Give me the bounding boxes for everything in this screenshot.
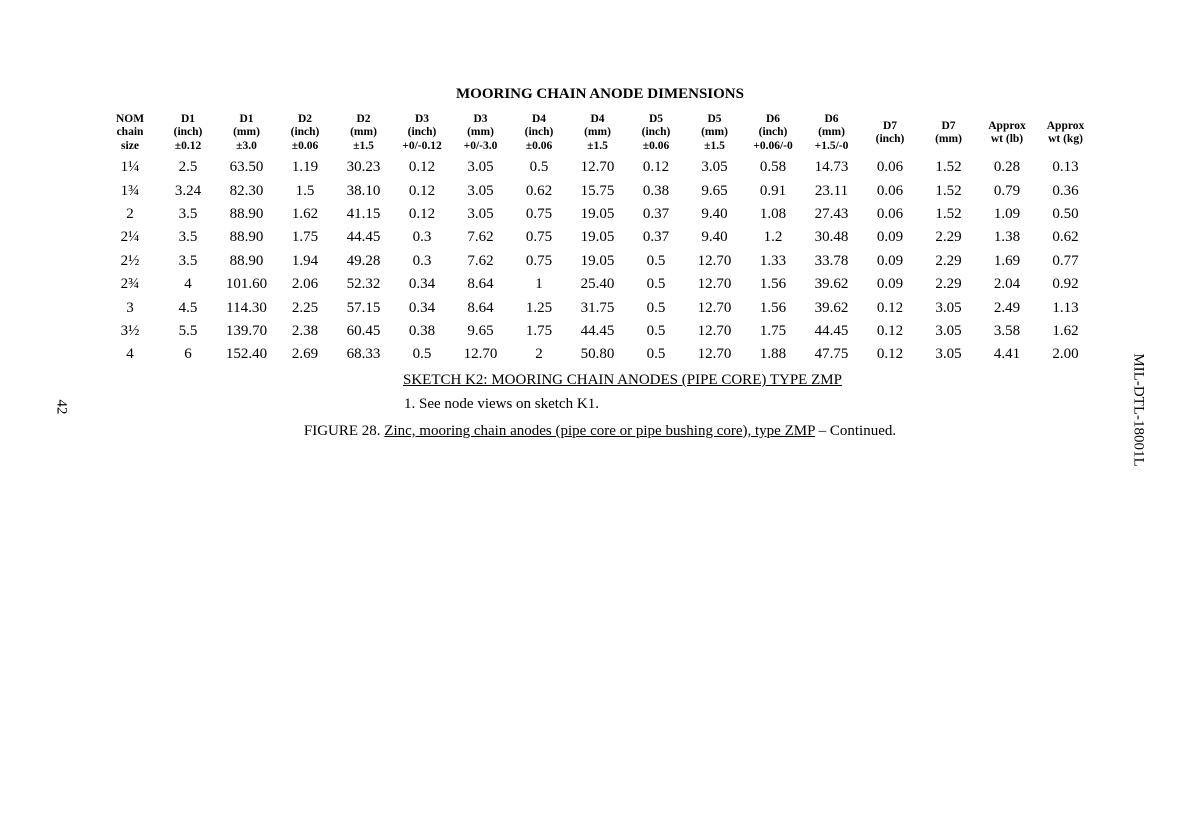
column-header-line: D5: [707, 112, 722, 125]
table-cell: 5.5: [178, 322, 198, 339]
table-cell: 2.29: [935, 276, 962, 293]
table-cell: 1.52: [935, 205, 962, 222]
table-cell: 0.5: [646, 276, 666, 293]
table-cell: 0.50: [1052, 205, 1079, 222]
table-cell: 1.94: [291, 252, 319, 269]
table-cell: 8.64: [467, 276, 494, 293]
table-cell: 39.62: [814, 276, 849, 293]
column-header-line: (inch): [875, 133, 905, 145]
table-cell: 2.69: [291, 346, 319, 363]
table-cell: 12.70: [697, 322, 732, 339]
table-cell: 68.33: [346, 346, 381, 363]
table-cell: 0.3: [412, 229, 432, 246]
table-cell: 0.12: [408, 182, 436, 199]
column-header: [334, 110, 393, 156]
column-header-line: ±1.5: [587, 139, 608, 152]
column-header-line: +0.06/-0: [753, 139, 793, 152]
table-cell: 0.12: [876, 299, 904, 316]
table-cell: 3.05: [935, 322, 962, 339]
chain-size-cell: 1¼: [120, 159, 140, 176]
table-cell: 0.58: [759, 159, 787, 176]
table-cell: 0.5: [646, 299, 666, 316]
table-cell: 0.92: [1052, 276, 1079, 293]
table-cell: 139.70: [225, 322, 268, 339]
table-cell: 30.48: [814, 229, 849, 246]
table-cell: 1.62: [291, 205, 319, 222]
column-header-line: (mm): [935, 133, 962, 145]
column-header-line: (mm): [818, 126, 845, 139]
column-header: [685, 110, 744, 156]
table-cell: 3.05: [935, 346, 962, 363]
column-header: [451, 110, 510, 156]
table-cell: 0.09: [876, 276, 904, 293]
column-header-line: (mm): [701, 126, 728, 139]
column-header-line: Approx: [1046, 119, 1085, 132]
column-header: [861, 110, 919, 156]
column-header-line: D3: [473, 112, 488, 125]
table-row: [101, 320, 1095, 343]
table-cell: 0.28: [993, 159, 1021, 176]
table-cell: 3.05: [467, 159, 494, 176]
table-cell: 0.3: [412, 252, 432, 269]
table-cell: 1.13: [1052, 299, 1079, 316]
chain-size-cell: 1¾: [120, 182, 140, 199]
column-header-line: (mm): [233, 126, 260, 139]
column-header: [627, 110, 685, 156]
table-cell: 0.12: [642, 159, 670, 176]
table-cell: 27.43: [814, 205, 849, 222]
figure-caption: [0, 423, 1200, 440]
table-cell: 0.38: [642, 182, 670, 199]
table-cell: 0.37: [642, 205, 670, 222]
table-cell: 3.05: [935, 299, 962, 316]
table-cell: 9.65: [467, 322, 494, 339]
table-cell: 15.75: [580, 182, 615, 199]
figure-caption-suffix: – Continued.: [814, 423, 897, 439]
column-header-line: (inch): [290, 126, 320, 139]
table-cell: 49.28: [346, 252, 381, 269]
chain-size-cell: 2½: [120, 252, 140, 269]
table-cell: 47.75: [814, 346, 849, 363]
table-cell: 1: [535, 276, 543, 293]
table-cell: 2.00: [1052, 346, 1079, 363]
table-cell: 0.06: [876, 182, 904, 199]
table-cell: 2.06: [291, 276, 319, 293]
table-cell: 39.62: [814, 299, 849, 316]
table-cell: 50.80: [580, 346, 615, 363]
table-cell: 82.30: [229, 182, 264, 199]
chain-size-cell: 2¼: [120, 229, 140, 246]
table-cell: 7.62: [467, 252, 494, 269]
chain-size-cell: 3: [126, 299, 134, 316]
table-cell: 88.90: [229, 229, 264, 246]
table-cell: 0.06: [876, 205, 904, 222]
table-cell: 12.70: [580, 159, 615, 176]
column-header-line: D2: [356, 112, 371, 125]
column-header-line: D5: [648, 112, 664, 125]
sketch-caption: SKETCH K2: MOORING CHAIN ANODES (PIPE CORE) TYPE ZMP: [403, 372, 842, 388]
column-header: [510, 110, 568, 156]
table-cell: 1.25: [525, 299, 553, 316]
table-cell: 0.12: [876, 346, 904, 363]
table-cell: 12.70: [697, 299, 732, 316]
table-cell: 0.37: [642, 229, 670, 246]
column-header-line: NOM: [115, 112, 145, 125]
column-header: [393, 110, 451, 156]
column-header: [978, 110, 1036, 156]
table-cell: 101.60: [225, 276, 268, 293]
table-row: [101, 296, 1095, 319]
column-header-line: (mm): [584, 126, 611, 139]
table-row: [101, 179, 1095, 202]
table-cell: 3.05: [701, 159, 728, 176]
column-header: [802, 110, 861, 156]
column-header-line: (inch): [641, 126, 671, 139]
table-cell: 0.77: [1052, 252, 1079, 269]
column-header-line: (mm): [350, 126, 377, 139]
column-header: [217, 110, 276, 156]
table-cell: 44.45: [814, 322, 849, 339]
table-cell: 41.15: [346, 205, 381, 222]
table-cell: 3.05: [467, 205, 494, 222]
table-cell: 38.10: [346, 182, 381, 199]
table-cell: 0.06: [876, 159, 904, 176]
table-cell: 2.38: [291, 322, 319, 339]
column-header-line: ±0.06: [642, 139, 670, 152]
column-header-line: Approx: [988, 119, 1026, 132]
column-header-line: ±3.0: [236, 139, 257, 152]
column-header-line: D6: [824, 112, 839, 125]
column-header-line: (mm): [467, 126, 494, 139]
table-cell: 88.90: [229, 252, 264, 269]
column-header-line: (inch): [524, 126, 554, 139]
table-row: [101, 203, 1095, 226]
column-header-line: D7: [941, 119, 956, 132]
column-header-line: (inch): [407, 126, 437, 139]
column-header-line: ±0.06: [291, 139, 319, 152]
table-cell: 0.5: [646, 346, 666, 363]
table-cell: 0.5: [646, 322, 666, 339]
table-cell: 30.23: [346, 159, 381, 176]
chain-size-cell: 4: [126, 346, 134, 363]
table-row: [101, 226, 1095, 249]
column-header-line: D1: [239, 112, 254, 125]
table-cell: 23.11: [814, 182, 849, 199]
table-cell: 0.34: [408, 276, 436, 293]
table-row: [101, 156, 1095, 179]
table-cell: 57.15: [346, 299, 381, 316]
table-cell: 6: [184, 346, 192, 363]
table-cell: 0.12: [408, 159, 436, 176]
column-header-line: ±1.5: [704, 139, 725, 152]
column-header-line: ±0.06: [525, 139, 553, 152]
column-header-line: D4: [590, 112, 605, 125]
table-cell: 2.29: [935, 229, 962, 246]
table-cell: 0.5: [646, 252, 666, 269]
table-body: [101, 156, 1095, 367]
column-header-line: D2: [297, 112, 313, 125]
column-header-line: (inch): [758, 126, 788, 139]
table-cell: 0.75: [525, 229, 553, 246]
chain-size-cell: 2¾: [120, 276, 140, 293]
table-cell: 1.52: [935, 159, 962, 176]
table-cell: 1.08: [759, 205, 787, 222]
table-cell: 88.90: [229, 205, 264, 222]
table-cell: 1.75: [759, 322, 787, 339]
column-header-line: D3: [414, 112, 430, 125]
table-cell: 0.09: [876, 252, 904, 269]
column-header-line: D1: [180, 112, 196, 125]
table-cell: 2.49: [993, 299, 1021, 316]
column-header-line: wt (kg): [1048, 133, 1083, 145]
table-cell: 3.5: [178, 205, 198, 222]
table-cell: 9.40: [701, 229, 728, 246]
table-cell: 1.09: [993, 205, 1021, 222]
table-cell: 0.79: [993, 182, 1021, 199]
table-row: [101, 273, 1095, 296]
table-cell: 2.25: [291, 299, 319, 316]
header-row: [101, 110, 1095, 156]
column-header-line: +1.5/-0: [814, 139, 849, 152]
table-cell: 3.05: [467, 182, 494, 199]
column-header-line: +0/-0.12: [402, 139, 442, 152]
table-row: [101, 343, 1095, 366]
table-cell: 19.05: [580, 252, 615, 269]
table-cell: 60.45: [346, 322, 381, 339]
table-cell: 12.70: [463, 346, 498, 363]
table-cell: 9.65: [701, 182, 728, 199]
table-cell: 0.5: [529, 159, 549, 176]
table-cell: 12.70: [697, 252, 732, 269]
column-header-line: ±1.5: [353, 139, 374, 152]
column-header: [919, 110, 978, 156]
table-cell: 0.75: [525, 252, 553, 269]
column-header-line: wt (lb): [990, 133, 1024, 145]
column-header-line: chain: [116, 126, 144, 139]
table-cell: 19.05: [580, 229, 615, 246]
table-cell: 0.75: [525, 205, 553, 222]
table-cell: 0.09: [876, 229, 904, 246]
table-cell: 0.12: [876, 322, 904, 339]
table-cell: 52.32: [346, 276, 381, 293]
table-cell: 2.29: [935, 252, 962, 269]
chain-size-cell: 3½: [120, 322, 140, 339]
note-text: 1. See node views on sketch K1.: [404, 396, 599, 412]
table-cell: 1.5: [295, 182, 315, 199]
table-cell: 0.36: [1052, 182, 1079, 199]
table-cell: 0.13: [1052, 159, 1079, 176]
table-cell: 0.34: [408, 299, 436, 316]
table-cell: 44.45: [346, 229, 381, 246]
anode-dimensions-table: [101, 110, 1095, 367]
table-cell: 14.73: [814, 159, 849, 176]
table-cell: 1.56: [759, 276, 787, 293]
table-cell: 1.75: [291, 229, 319, 246]
table-cell: 2: [535, 346, 543, 363]
table-cell: 9.40: [701, 205, 728, 222]
table-cell: 0.5: [412, 346, 432, 363]
table-cell: 0.91: [759, 182, 787, 199]
table-cell: 0.12: [408, 205, 436, 222]
table-cell: 1.56: [759, 299, 787, 316]
table-cell: 1.88: [759, 346, 787, 363]
table-cell: 33.78: [814, 252, 849, 269]
table-cell: 3.5: [178, 229, 198, 246]
page-number: 42: [53, 399, 70, 415]
table-cell: 1.52: [935, 182, 962, 199]
table-cell: 1.38: [993, 229, 1021, 246]
column-header-line: ±0.12: [174, 139, 202, 152]
table-cell: 12.70: [697, 346, 732, 363]
table-cell: 4.5: [178, 299, 198, 316]
table-row: [101, 250, 1095, 273]
column-header: [101, 110, 159, 156]
table-cell: 1.33: [759, 252, 787, 269]
column-header-line: D4: [531, 112, 547, 125]
column-header-line: D6: [765, 112, 781, 125]
column-header: [159, 110, 217, 156]
table-cell: 4: [184, 276, 192, 293]
column-header: [568, 110, 627, 156]
table-cell: 0.62: [525, 182, 553, 199]
table-cell: 3.24: [174, 182, 202, 199]
table-cell: 4.41: [993, 346, 1021, 363]
table-cell: 152.40: [225, 346, 268, 363]
column-header: [1036, 110, 1095, 156]
column-header: [744, 110, 802, 156]
document-id: MIL-DTL-18001L: [1130, 353, 1147, 467]
table-cell: 7.62: [467, 229, 494, 246]
figure-caption-prefix: FIGURE 28.: [303, 423, 385, 439]
table-cell: 8.64: [467, 299, 494, 316]
table-cell: 3.58: [993, 322, 1021, 339]
table-cell: 2.04: [993, 276, 1021, 293]
column-header-line: D7: [882, 119, 898, 132]
table-cell: 0.62: [1052, 229, 1079, 246]
table-cell: 1.75: [525, 322, 553, 339]
table-cell: 2.5: [178, 159, 198, 176]
table-cell: 25.40: [580, 276, 615, 293]
table-cell: 12.70: [697, 276, 732, 293]
table-cell: 1.2: [763, 229, 783, 246]
column-header-line: size: [121, 139, 139, 152]
column-header-line: +0/-3.0: [463, 139, 498, 152]
figure-caption-title: Zinc, mooring chain anodes (pipe core or pipe bushing core), type ZMP: [384, 423, 815, 439]
table-cell: 1.19: [291, 159, 319, 176]
table-cell: 19.05: [580, 205, 615, 222]
table-cell: 1.62: [1052, 322, 1079, 339]
table-cell: 1.69: [993, 252, 1021, 269]
column-header: [276, 110, 334, 156]
table-cell: 0.38: [408, 322, 436, 339]
table-cell: 31.75: [580, 299, 615, 316]
table-cell: 114.30: [226, 299, 267, 316]
table-title: MOORING CHAIN ANODE DIMENSIONS: [456, 86, 744, 102]
table-cell: 3.5: [178, 252, 198, 269]
table-cell: 63.50: [229, 159, 264, 176]
column-header-line: (inch): [173, 126, 203, 139]
chain-size-cell: 2: [126, 205, 134, 222]
table-cell: 44.45: [580, 322, 615, 339]
